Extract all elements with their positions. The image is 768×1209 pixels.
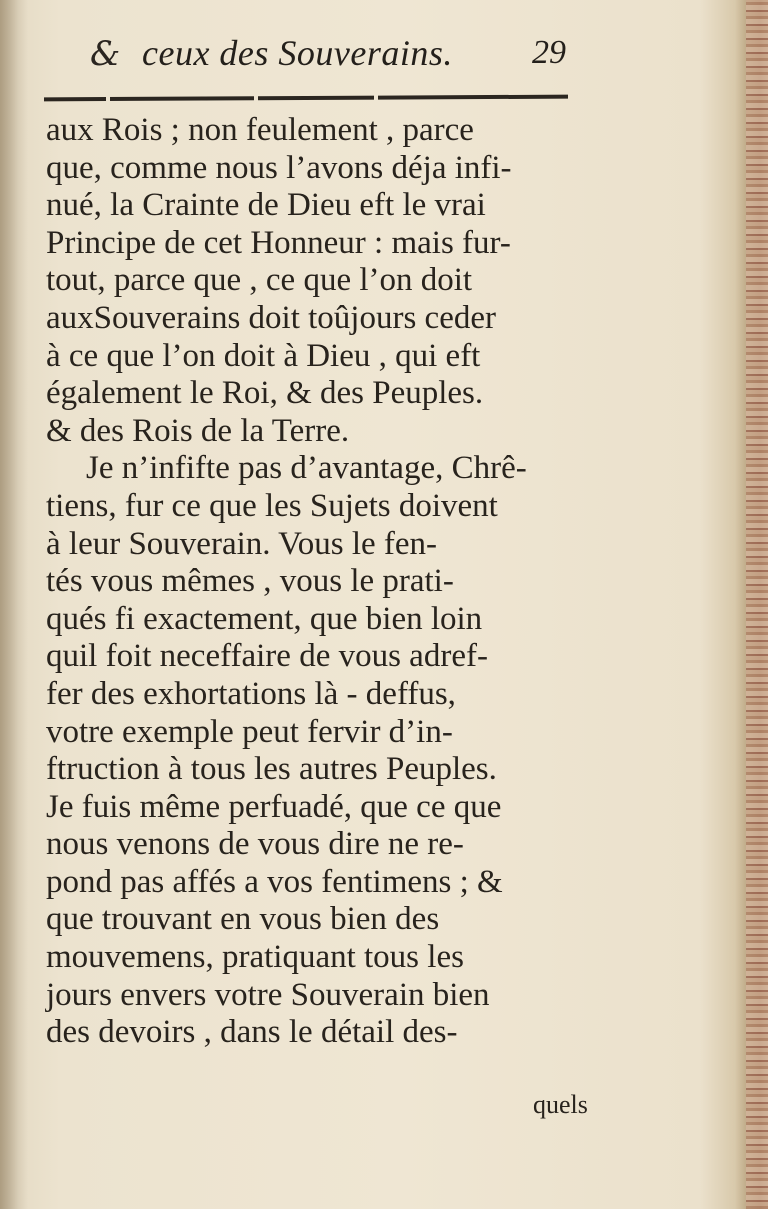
- page-edge-gutter: [746, 0, 768, 1209]
- header-title: ceux des Souverains.: [142, 33, 453, 73]
- text-line: que, comme nous l’avons déja infi-: [46, 149, 512, 186]
- text-line: que trouvant en vous bien des: [46, 901, 440, 938]
- text-line: tiens, fur ce que les Sujets doivent: [46, 487, 498, 524]
- text-line: Principe de cet Honneur : mais fur-: [46, 224, 511, 261]
- text-line: tés vous mêmes , vous le prati-: [46, 563, 454, 600]
- text-line: auxSouverains doit toûjours ceder: [46, 299, 496, 336]
- text-line: à ce que l’on doit à Dieu , qui eft: [46, 337, 481, 374]
- text-line: nué, la Crainte de Dieu eft le vrai: [46, 187, 486, 224]
- text-line: nous venons de vous dire ne re-: [46, 826, 464, 863]
- running-header: [90, 28, 580, 80]
- text-line: des devoirs , dans le détail des-: [46, 1014, 458, 1051]
- text-line: quil foit neceffaire de vous adref-: [46, 638, 488, 675]
- page-number: 29: [532, 34, 566, 71]
- text-line: tout, parce que , ce que l’on doit: [46, 262, 473, 299]
- text-line: aux Rois ; non feulement , parce: [46, 112, 474, 148]
- text-line: ftruction à tous les autres Peuples.: [46, 751, 497, 788]
- text-line: jours envers votre Souverain bien: [46, 976, 490, 1013]
- text-line: mouvemens, pratiquant tous les: [46, 939, 464, 976]
- page-left-shadow: [0, 0, 28, 1209]
- text-line: Je n’infifte pas d’avantage, Chrê-: [86, 450, 527, 487]
- header-ornament: &: [90, 34, 121, 74]
- header-rule: [44, 95, 568, 102]
- text-line: fer des exhortations là - deffus,: [46, 675, 456, 712]
- text-line: & des Rois de la Terre.: [46, 412, 350, 449]
- text-line: à leur Souverain. Vous le fen-: [46, 525, 438, 562]
- text-line: pond pas affés a vos fentimens ; &: [46, 863, 503, 900]
- body-text: [46, 112, 606, 1052]
- text-line: Je fuis même perfuadé, que ce que: [46, 788, 502, 825]
- text-line: également le Roi, & des Peuples.: [46, 375, 484, 412]
- text-line: votre exemple peut fervir d’in-: [46, 713, 453, 750]
- text-line: qués fi exactement, que bien loin: [46, 600, 483, 637]
- catchword: quels: [533, 1090, 588, 1119]
